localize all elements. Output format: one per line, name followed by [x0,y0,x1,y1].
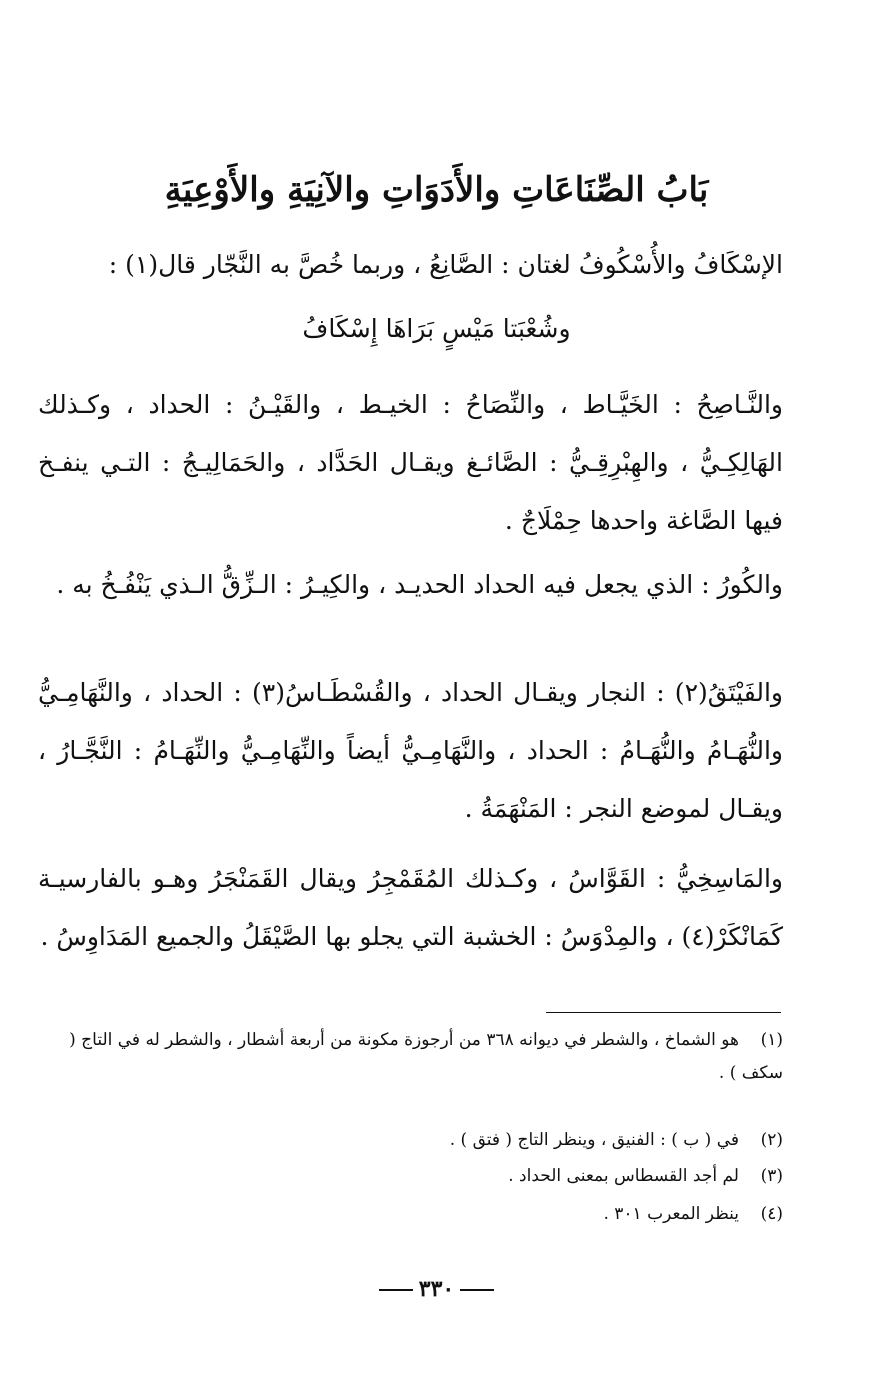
page-number-value: ٣٣٠ [418,1276,455,1302]
page-number-dash [379,1289,413,1291]
page-number [300,1276,573,1302]
footnote-number: (٢) [760,1130,783,1150]
footnote-number: (١) [760,1030,783,1050]
footnote-number: (٤) [760,1204,783,1224]
paragraph-fayataq: والفَيْتَقُ(٢) : النجار ويقـال الحداد ، والقُسْطَـاسُ(٣) : الحداد ، والنَّهَامِـيُّ والنُّهَـامُ والنُّهَـامُ : الحداد ، والنَّهَامِـيُّ أيضاً والنِّهَامِـيُّ والنِّهَـامُ : النَّجَّـارُ ، ويقـال لموضع النجر : المَنْهَمَةُ . [38,678,783,823]
paragraph-nasih: والنَّـاصِحُ : الخَيَّـاط ، والنِّصَاحُ : الخيـط ، والقَيْـنُ : الحداد ، وكـذلك الهَالِكِـيُّ ، والهِبْرِقِـيُّ : الصَّائـغ ويقـال الحَدَّاد ، والحَمَالِيـجُ : التـي ينفـخ فيها الصَّاغة واحدها حِمْلَاجٌ . [38,390,783,535]
footnote-divider [546,1012,781,1013]
footnote-3 [38,1160,783,1193]
page-number-dash [460,1289,494,1291]
footnote-number: (٣) [760,1166,783,1186]
footnote-text: في ( ب ) : الفنيق ، وينظر التاج ( فتق ) . [449,1130,739,1150]
footnote-text: ينظر المعرب ٣٠١ . [603,1204,739,1224]
footnote-1 [38,1024,783,1090]
paragraph-iskaf: الإسْكَافُ والأُسْكُوفُ لغتان : الصَّانِعُ ، وربما خُصَّ به النَّجّار قال(١) : [108,250,783,279]
footnote-2 [38,1124,783,1157]
footnote-4 [38,1198,783,1231]
footnote-text: هو الشماخ ، والشطر في ديوانه ٣٦٨ من أرجوزة مكونة من أربعة أشطار ، والشطر له في التاج ( سكف ) . [69,1030,783,1083]
footnote-text: لم أجد القسطاس بمعنى الحداد . [508,1166,739,1186]
paragraph-kur: والكُورُ : الذي يجعل فيه الحداد الحديـد ، والكِيـرُ : الـزِّقُّ الـذي يَنْفُـخُ به . [56,570,783,599]
poetry-verse: وشُعْبَتا مَيْسٍ بَرَاهَا إِسْكَافُ [302,314,571,343]
chapter-title: بَابُ الصِّنَاعَاتِ والأَدَوَاتِ والآنِيَةِ والأَوْعِيَةِ [164,170,709,210]
paragraph-masikhi: والمَاسِخِيُّ : القَوَّاسُ ، وكـذلك المُقَمْجِرُ ويقال القَمَنْجَرُ وهـو بالفارسيـة كَمَانْكَرْ(٤) ، والمِدْوَسُ : الخشبة التي يجلو بها الصَّيْقَلُ والجميع المَدَاوِسُ . [38,864,783,951]
